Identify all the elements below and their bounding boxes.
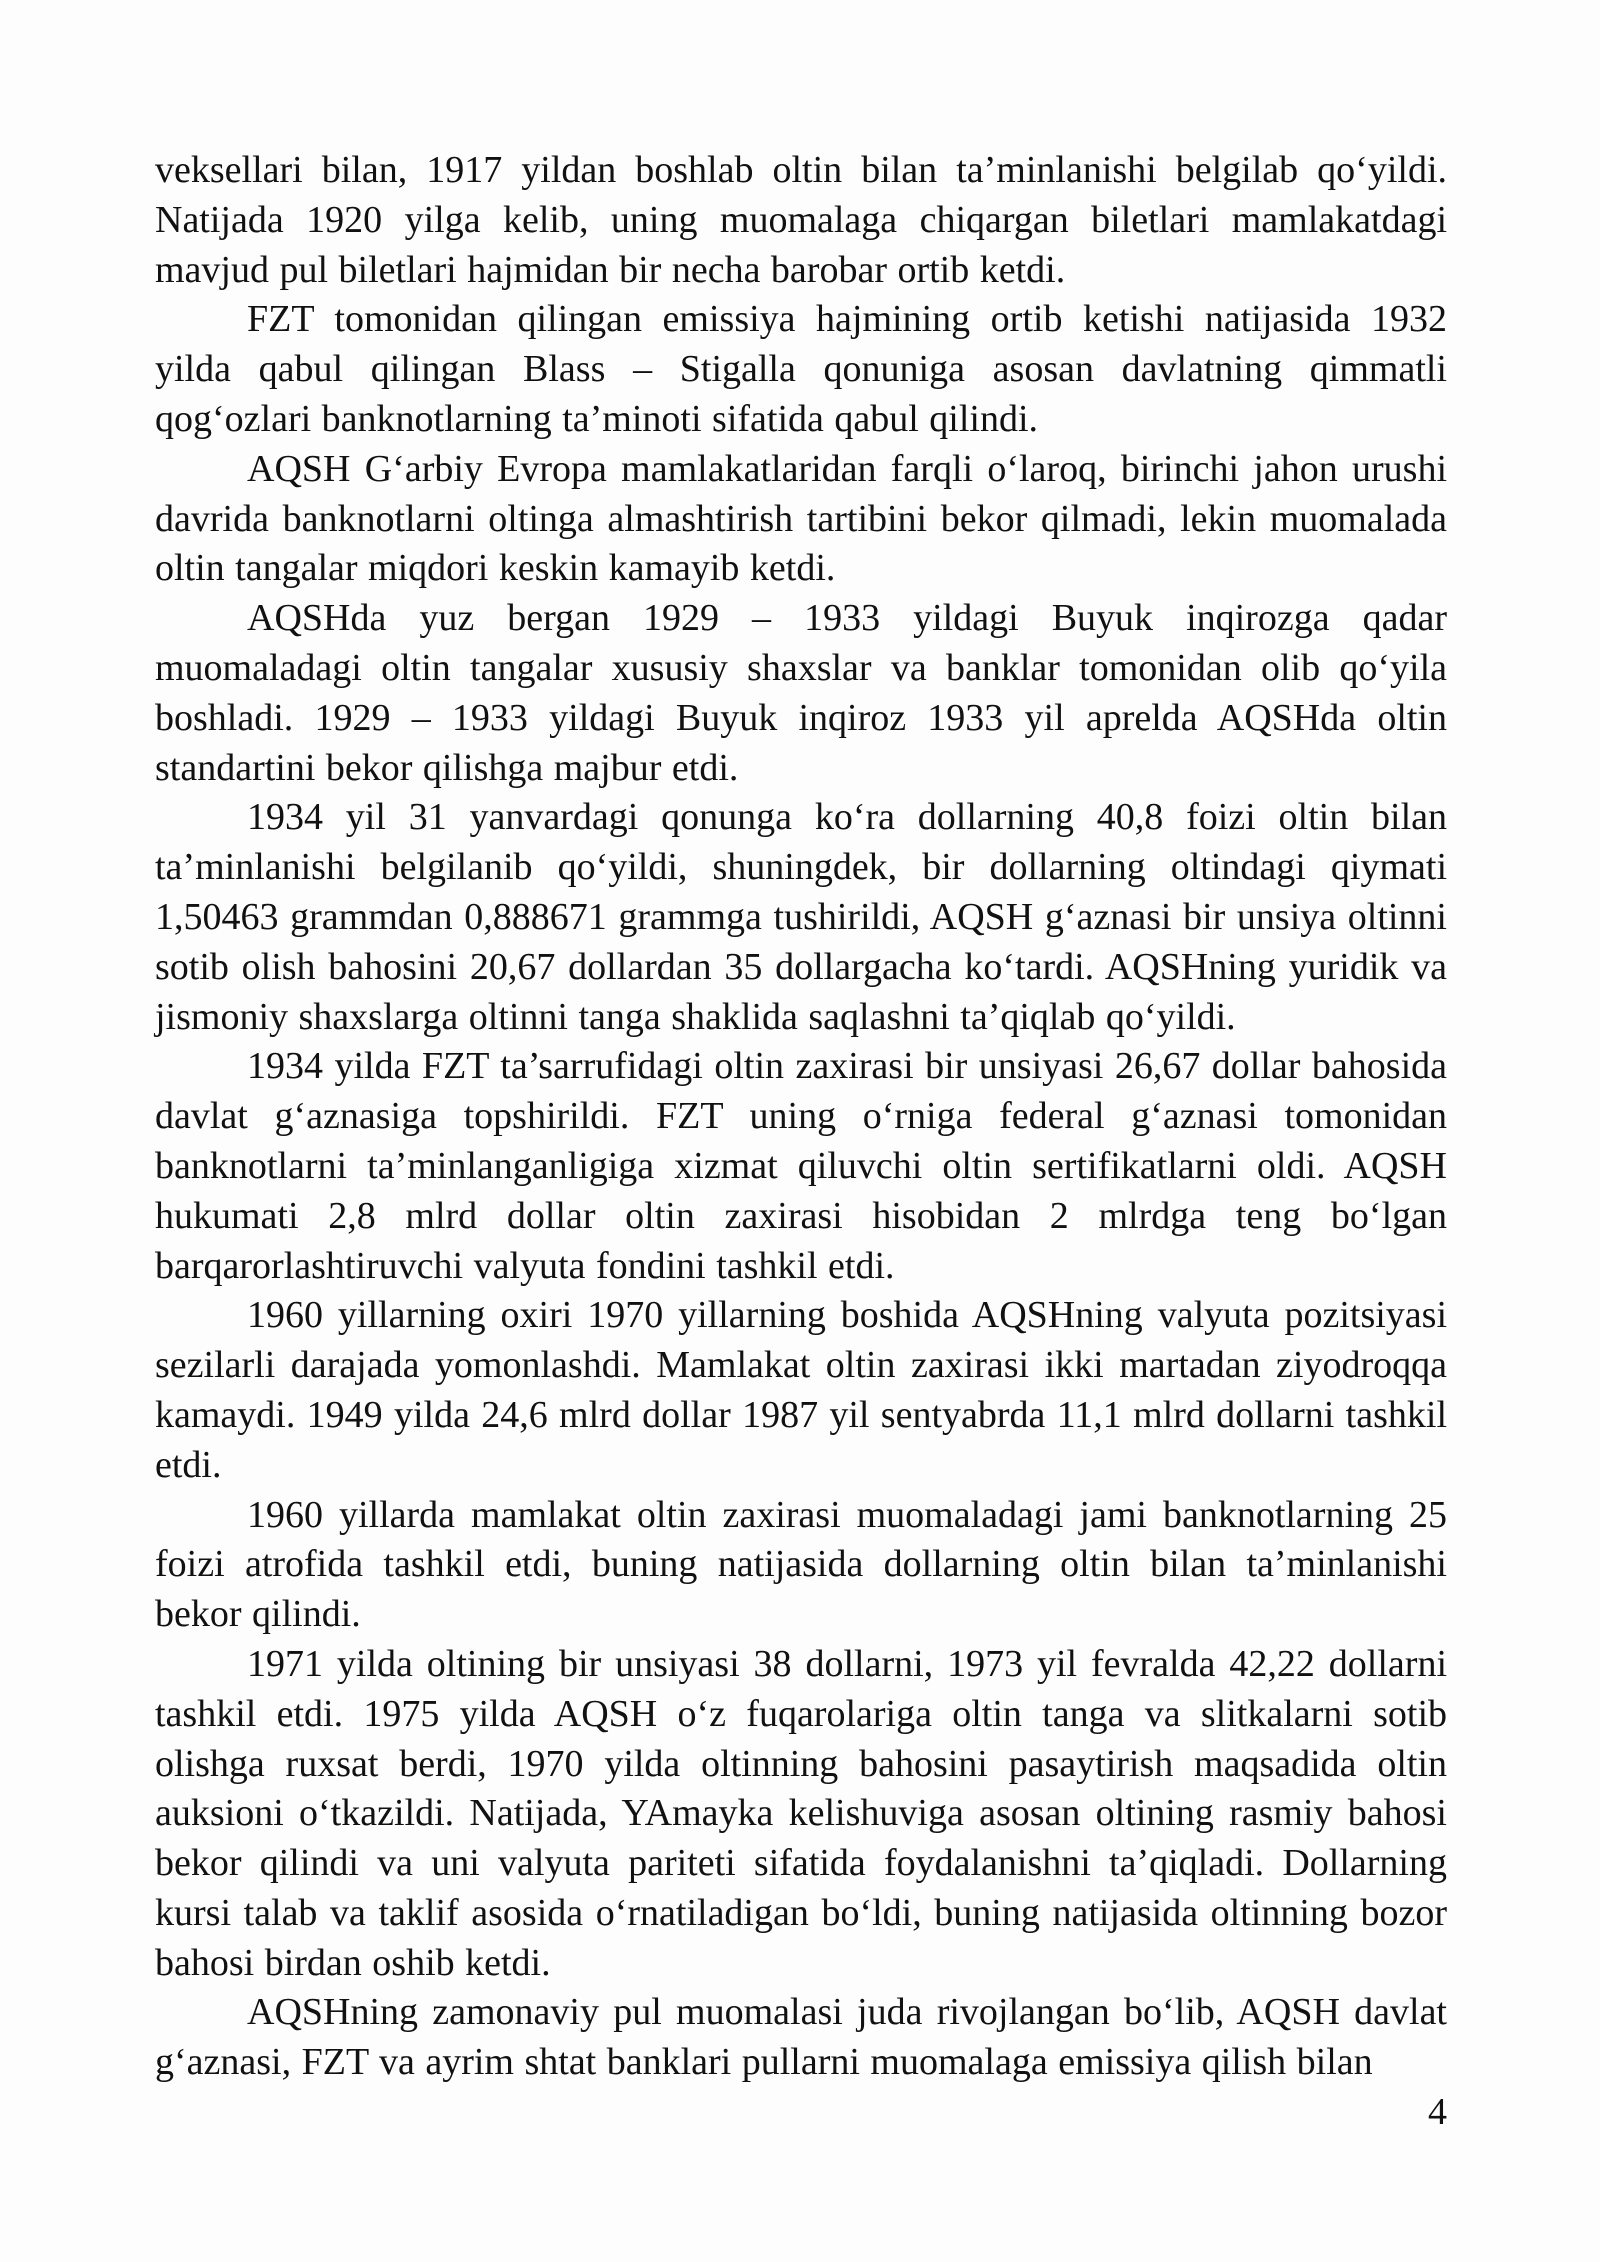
paragraph: 1960 yillarda mamlakat oltin zaxirasi muomaladagi jami banknotlarning 25 foizi atrofida tashkil etdi, buning natijasida dollarning oltin bilan ta’minlanishi bekor qilindi. xyxy=(155,1493,1447,1636)
paragraph: veksellari bilan, 1917 yildan boshlab oltin bilan ta’minlanishi belgilab qo‘yildi. Natijada 1920 yilga kelib, uning muomalaga chiqargan biletlari mamlakatdagi mavjud pul biletlari hajmidan bir necha barobar ortib ketdi. xyxy=(155,149,1447,291)
paragraph: FZT tomonidan qilingan emissiya hajmining ortib ketishi natijasida 1932 yilda qabul qilingan Blass – Stigalla qonuniga asosan davlatning qimmatli qog‘ozlari banknotlarning ta’minoti sifatida qabul qilindi. xyxy=(155,298,1447,440)
paragraph: 1934 yil 31 yanvardagi qonunga ko‘ra dollarning 40,8 foizi oltin bilan ta’minlanishi belgilanib qo‘yildi, shuningdek, bir dollarning oltindagi qiymati 1,50463 grammdan 0,888671 grammga tushirildi, AQSH g‘aznasi bir unsiya oltinni sotib olish bahosini 20,67 dollardan 35 dollargacha ko‘tardi. AQSHning yuridik va jismoniy shaxslarga oltinni tanga shaklida saqlashni ta’qiqlab qo‘yildi. xyxy=(155,796,1447,1038)
page-body xyxy=(155,146,1447,2138)
paragraph: AQSHda yuz bergan 1929 – 1933 yildagi Buyuk inqirozga qadar muomaladagi oltin tangalar xususiy shaxslar va banklar tomonidan olib qo‘yila boshladi. 1929 – 1933 yildagi Buyuk inqiroz 1933 yil aprelda AQSHda oltin standartini bekor qilishga majbur etdi. xyxy=(155,597,1447,789)
paragraph: AQSH G‘arbiy Evropa mamlakatlaridan farqli o‘laroq, birinchi jahon urushi davrida banknotlarni oltinga almashtirish tartibini bekor qilmadi, lekin muomalada oltin tangalar miqdori keskin kamayib ketdi. xyxy=(155,447,1447,590)
page-number: 4 xyxy=(1428,2091,1447,2134)
paragraph: 1971 yilda oltining bir unsiyasi 38 dollarni, 1973 yil fevralda 42,22 dollarni tashkil etdi. 1975 yilda AQSH o‘z fuqarolariga oltin tanga va slitkalarni sotib olishga ruxsat berdi, 1970 yilda oltinning bahosini pasaytirish maqsadida oltin auksioni o‘tkazildi. Natijada, YAmayka kelishuviga asosan oltining rasmiy bahosi bekor qilindi va uni valyuta pariteti sifatida foydalanishni ta’qiqladi. Dollarning kursi talab va taklif asosida o‘rnatiladigan bo‘ldi, buning natijasida oltinning bozor bahosi birdan oshib ketdi. xyxy=(155,1642,1447,1984)
paragraph: 1934 yilda FZT ta’sarrufidagi oltin zaxirasi bir unsiyasi 26,67 dollar bahosida davlat g‘aznasiga topshirildi. FZT uning o‘rniga federal g‘aznasi tomonidan banknotlarni ta’minlanganligiga xizmat qiluvchi oltin sertifikatlarni oldi. AQSH hukumati 2,8 mlrd dollar oltin zaxirasi hisobidan 2 mlrdga teng bo‘lgan barqarorlashtiruvchi valyuta fondini tashkil etdi. xyxy=(155,1045,1447,1287)
paragraph: 1960 yillarning oxiri 1970 yillarning boshida AQSHning valyuta pozitsiyasi sezilarli darajada yomonlashdi. Mamlakat oltin zaxirasi ikki martadan ziyodroqqa kamaydi. 1949 yilda 24,6 mlrd dollar 1987 yil sentyabrda 11,1 mlrd dollarni tashkil etdi. xyxy=(155,1294,1447,1486)
paragraph: AQSHning zamonaviy pul muomalasi juda rivojlangan bo‘lib, AQSH davlat g‘aznasi, FZT va ayrim shtat banklari pullarni muomalaga emissiya qilish bilan xyxy=(155,1991,1447,2084)
